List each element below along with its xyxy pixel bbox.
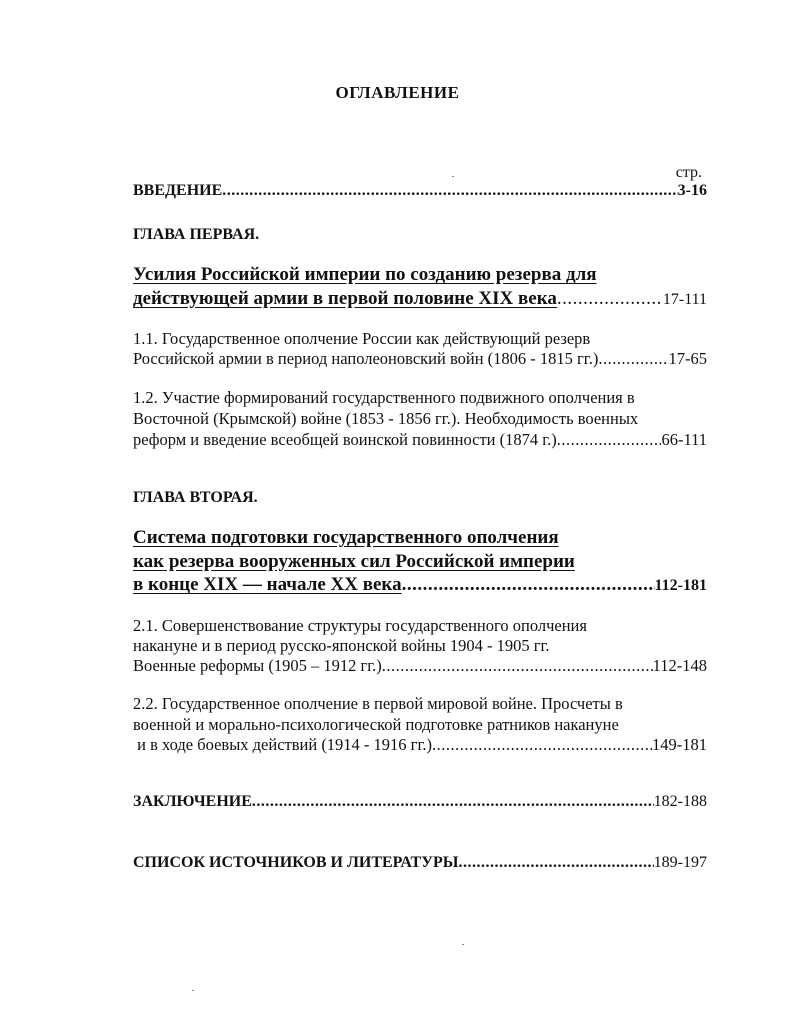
section-1-2-line1[interactable]: 1.2. Участие формирований государственного подвижного ополчения в <box>133 388 635 407</box>
leader-dots <box>252 793 654 811</box>
section-1-1-pages: 17-65 <box>668 349 707 368</box>
leader-dots <box>402 574 655 596</box>
toc-entry-intro-pages: 3-16 <box>677 182 707 199</box>
section-1-2-pages: 66-111 <box>661 430 707 449</box>
pages-column-label: стр. <box>675 164 702 181</box>
scan-speck <box>452 176 454 177</box>
section-2-2-line2[interactable]: военной и морально-психологической подготовке ратников накануне <box>133 715 619 734</box>
chapter2-title-row[interactable] <box>133 574 707 596</box>
chapter1-title-line1[interactable]: Усилия Российской империи по созданию резерва для <box>133 264 597 285</box>
chapter2-title-line1[interactable]: Система подготовки государственного ополчения <box>133 527 559 548</box>
toc-entry-sources-label: СПИСОК ИСТОЧНИКОВ И ЛИТЕРАТУРЫ <box>133 854 459 871</box>
chapter2-title-line3: в конце XIX — начале XX века <box>133 574 402 595</box>
section-1-1-line2: Российской армии в период наполеоновский войн (1806 - 1815 гг.) <box>133 349 599 368</box>
section-2-2-line1[interactable]: 2.2. Государственное ополчение в первой мировой войне. Просчеты в <box>133 694 623 713</box>
toc-entry-conclusion-pages: 182-188 <box>653 793 707 810</box>
section-2-1-row[interactable] <box>133 656 707 676</box>
chapter2-pages: 112-181 <box>654 577 707 594</box>
chapter1-heading: ГЛАВА ПЕРВАЯ. <box>133 226 260 243</box>
section-2-2-line3: и в ходе боевых действий (1914 - 1916 гг.) <box>133 735 432 754</box>
section-2-1-pages: 112-148 <box>652 656 707 675</box>
section-2-1-line1[interactable]: 2.1. Совершенствование структуры государственного ополчения <box>133 616 587 635</box>
chapter2-heading: ГЛАВА ВТОРАЯ. <box>133 489 258 506</box>
section-1-2-line3: реформ и введение всеобщей воинской повинности (1874 г.) <box>133 430 557 449</box>
leader-dots <box>557 430 662 450</box>
chapter1-title-row[interactable] <box>133 288 707 310</box>
section-1-1-row[interactable] <box>133 349 707 369</box>
toc-entry-sources-pages: 189-197 <box>653 854 707 871</box>
toc-entry-intro[interactable] <box>133 182 707 200</box>
section-2-1-line2[interactable]: накануне и в период русско-японской войны 1904 - 1905 гг. <box>133 636 550 655</box>
leader-dots <box>382 656 653 676</box>
toc-entry-sources[interactable] <box>133 854 707 872</box>
leader-dots <box>458 854 653 872</box>
toc-entry-conclusion[interactable] <box>133 793 707 811</box>
section-1-1-line1[interactable]: 1.1. Государственное ополчение России как действующий резерв <box>133 329 591 348</box>
section-1-2-row[interactable] <box>133 430 707 450</box>
toc-entry-intro-label: ВВЕДЕНИЕ <box>133 182 223 199</box>
scan-speck <box>462 944 464 945</box>
leader-dots <box>557 288 663 310</box>
chapter1-title-line2: действующей армии в первой половине XIX века <box>133 288 557 309</box>
section-2-2-pages: 149-181 <box>652 735 707 754</box>
section-2-2-row[interactable] <box>133 735 707 755</box>
leader-dots <box>222 182 677 200</box>
section-2-1-line3: Военные реформы (1905 – 1912 гг.) <box>133 656 382 675</box>
leader-dots <box>598 349 668 369</box>
scan-speck <box>192 990 194 991</box>
chapter1-pages: 17-111 <box>662 291 707 308</box>
section-1-2-line2[interactable]: Восточной (Крымской) войне (1853 - 1856 гг.). Необходимость военных <box>133 409 639 428</box>
chapter2-title-line2[interactable]: как резерва вооруженных сил Российской империи <box>133 551 575 572</box>
page-title: ОГЛАВЛЕНИЕ <box>335 83 460 102</box>
leader-dots <box>432 735 652 755</box>
toc-entry-conclusion-label: ЗАКЛЮЧЕНИЕ <box>133 793 252 810</box>
